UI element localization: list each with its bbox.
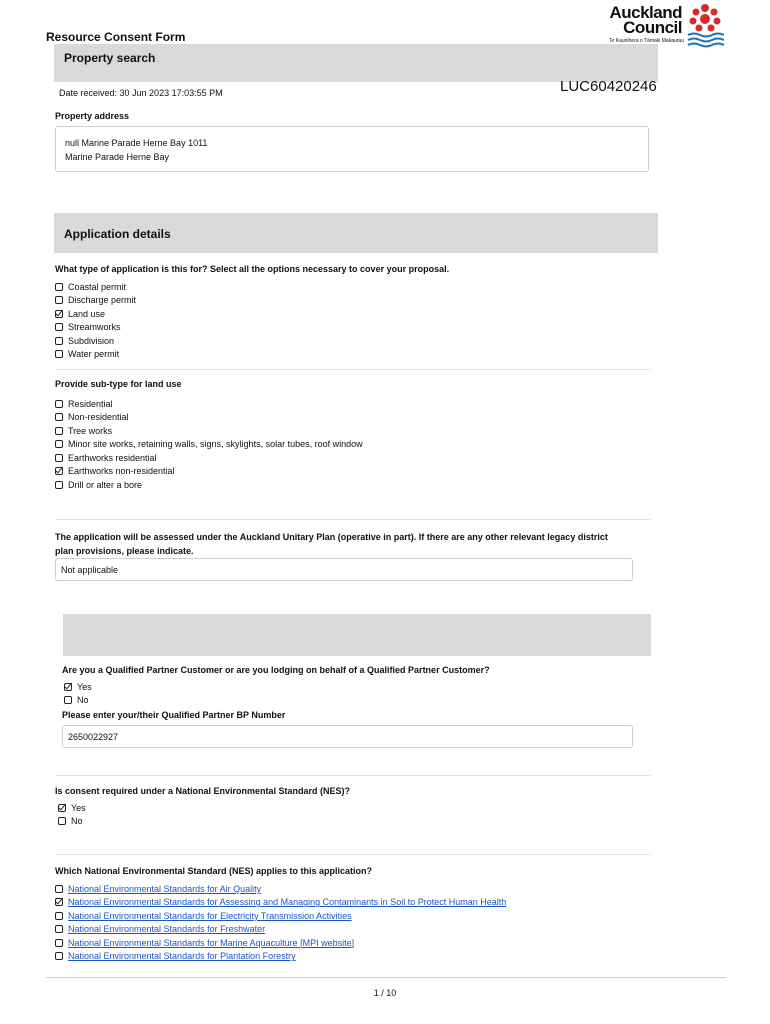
- subtype-option[interactable]: Drill or alter a bore: [55, 478, 363, 492]
- checkbox-checked-icon[interactable]: [64, 683, 72, 691]
- nes-standard-link[interactable]: National Environmental Standards for Marine Aquaculture [MPI website]: [68, 937, 355, 948]
- footer-divider: [46, 977, 726, 978]
- partner-options: [64, 680, 92, 707]
- checkbox-icon[interactable]: [55, 413, 63, 421]
- type-option[interactable]: Coastal permit: [55, 280, 136, 294]
- nes-standard-option[interactable]: [55, 923, 506, 937]
- auckland-council-logo: [596, 2, 726, 48]
- type-option[interactable]: Subdivision: [55, 334, 136, 348]
- nes-standard-option[interactable]: [55, 882, 506, 896]
- address-line-1: null Marine Parade Herne Bay 1011: [65, 138, 208, 148]
- address-line-2: Marine Parade Herne Bay: [65, 152, 170, 162]
- type-option[interactable]: Land use: [55, 307, 136, 321]
- nes-question: Is consent required under a National Environmental Standard (NES)?: [55, 786, 351, 796]
- nes-standard-link[interactable]: National Environmental Standards for Electricity Transmission Activities: [68, 910, 352, 921]
- checkbox-icon[interactable]: [55, 283, 63, 291]
- checkbox-icon[interactable]: [55, 400, 63, 408]
- checkbox-checked-icon[interactable]: [55, 467, 63, 475]
- checkbox-icon[interactable]: [55, 337, 63, 345]
- nes-which-question: Which National Environmental Standard (NES) applies to this application?: [55, 866, 373, 876]
- checkbox-icon[interactable]: [55, 912, 63, 920]
- divider: [55, 519, 651, 520]
- bp-number-label: Please enter your/their Qualified Partner BP Number: [62, 710, 286, 720]
- subtype-list: [55, 397, 363, 492]
- nes-standards-list: [55, 882, 506, 963]
- divider: [55, 369, 651, 370]
- logo-subtitle: Te Kaunihera o Tāmaki Makaurau: [609, 38, 684, 44]
- logo-line2: Council: [623, 18, 682, 37]
- subtype-question: Provide sub-type for land use: [55, 379, 182, 389]
- checkbox-icon[interactable]: [55, 454, 63, 462]
- application-type-question: What type of application is this for? Select all the options necessary to cover your proposal.: [55, 264, 450, 274]
- partner-option-no[interactable]: No: [64, 694, 92, 708]
- application-details-bar: [54, 213, 658, 253]
- logo-wordmark: [606, 5, 682, 35]
- checkbox-icon[interactable]: [55, 939, 63, 947]
- checkbox-checked-icon[interactable]: [58, 804, 66, 812]
- date-received: Date received: 30 Jun 2023 17:03:55 PM: [59, 88, 223, 98]
- reference-number: LUC60420246: [560, 78, 657, 95]
- pohutukawa-flower-icon: [686, 2, 724, 48]
- property-search-bar: [54, 44, 658, 82]
- checkbox-icon[interactable]: [64, 696, 72, 704]
- subtype-option[interactable]: Non-residential: [55, 411, 363, 425]
- type-option[interactable]: Discharge permit: [55, 294, 136, 308]
- nes-option-yes[interactable]: Yes: [58, 801, 86, 815]
- checkbox-icon[interactable]: [55, 323, 63, 331]
- checkbox-icon[interactable]: [55, 296, 63, 304]
- nes-standard-link[interactable]: National Environmental Standards for Air Quality: [68, 883, 262, 894]
- unitary-plan-value: Not applicable: [61, 565, 119, 575]
- partner-option-yes[interactable]: Yes: [64, 680, 92, 694]
- checkbox-checked-icon[interactable]: [55, 898, 63, 906]
- checkbox-checked-icon[interactable]: [55, 310, 63, 318]
- nes-standard-option[interactable]: [55, 896, 506, 910]
- form-title: Resource Consent Form: [46, 30, 186, 44]
- nes-standard-option[interactable]: [55, 909, 506, 923]
- divider: [55, 775, 651, 776]
- nes-options: [58, 801, 86, 828]
- subtype-option[interactable]: Earthworks residential: [55, 451, 363, 465]
- property-address-label: Property address: [55, 111, 130, 121]
- logo-line1: Auckland: [609, 3, 682, 22]
- nes-option-no[interactable]: No: [58, 815, 86, 829]
- checkbox-icon[interactable]: [55, 885, 63, 893]
- unitary-plan-question: The application will be assessed under the Auckland Unitary Plan (operative in part). If there are any other relevant legacy district plan provisions, please indicate.: [55, 532, 608, 556]
- bp-number-field[interactable]: [62, 725, 633, 748]
- checkbox-icon[interactable]: [55, 925, 63, 933]
- checkbox-icon[interactable]: [55, 427, 63, 435]
- property-search-heading: Property search: [64, 51, 156, 65]
- type-option[interactable]: Water permit: [55, 348, 136, 362]
- page-number: 1 / 10: [373, 988, 397, 998]
- unitary-plan-field[interactable]: [55, 558, 633, 581]
- application-type-list: [55, 280, 136, 361]
- checkbox-icon[interactable]: [58, 817, 66, 825]
- nes-standard-link[interactable]: National Environmental Standards for Plantation Forestry: [68, 951, 296, 962]
- property-address-field[interactable]: [55, 126, 649, 172]
- nes-standard-link[interactable]: National Environmental Standards for Assessing and Managing Contaminants in Soil to Protect Human Health: [68, 897, 507, 908]
- checkbox-icon[interactable]: [55, 440, 63, 448]
- checkbox-icon[interactable]: [55, 952, 63, 960]
- divider: [55, 854, 651, 855]
- bp-number-value: 2650022927: [68, 732, 119, 742]
- partner-section-bar: [63, 614, 651, 656]
- checkbox-icon[interactable]: [55, 481, 63, 489]
- subtype-option[interactable]: Tree works: [55, 424, 363, 438]
- nes-standard-option[interactable]: [55, 950, 506, 964]
- type-option[interactable]: Streamworks: [55, 321, 136, 335]
- nes-standard-link[interactable]: National Environmental Standards for Freshwater: [68, 924, 266, 935]
- nes-standard-option[interactable]: [55, 936, 506, 950]
- checkbox-icon[interactable]: [55, 350, 63, 358]
- application-details-heading: Application details: [64, 227, 171, 241]
- subtype-option[interactable]: Earthworks non-residential: [55, 465, 363, 479]
- subtype-option[interactable]: Minor site works, retaining walls, signs, skylights, solar tubes, roof window: [55, 438, 363, 452]
- subtype-option[interactable]: Residential: [55, 397, 363, 411]
- partner-question: Are you a Qualified Partner Customer or are you lodging on behalf of a Qualified Partner Customer?: [62, 665, 490, 675]
